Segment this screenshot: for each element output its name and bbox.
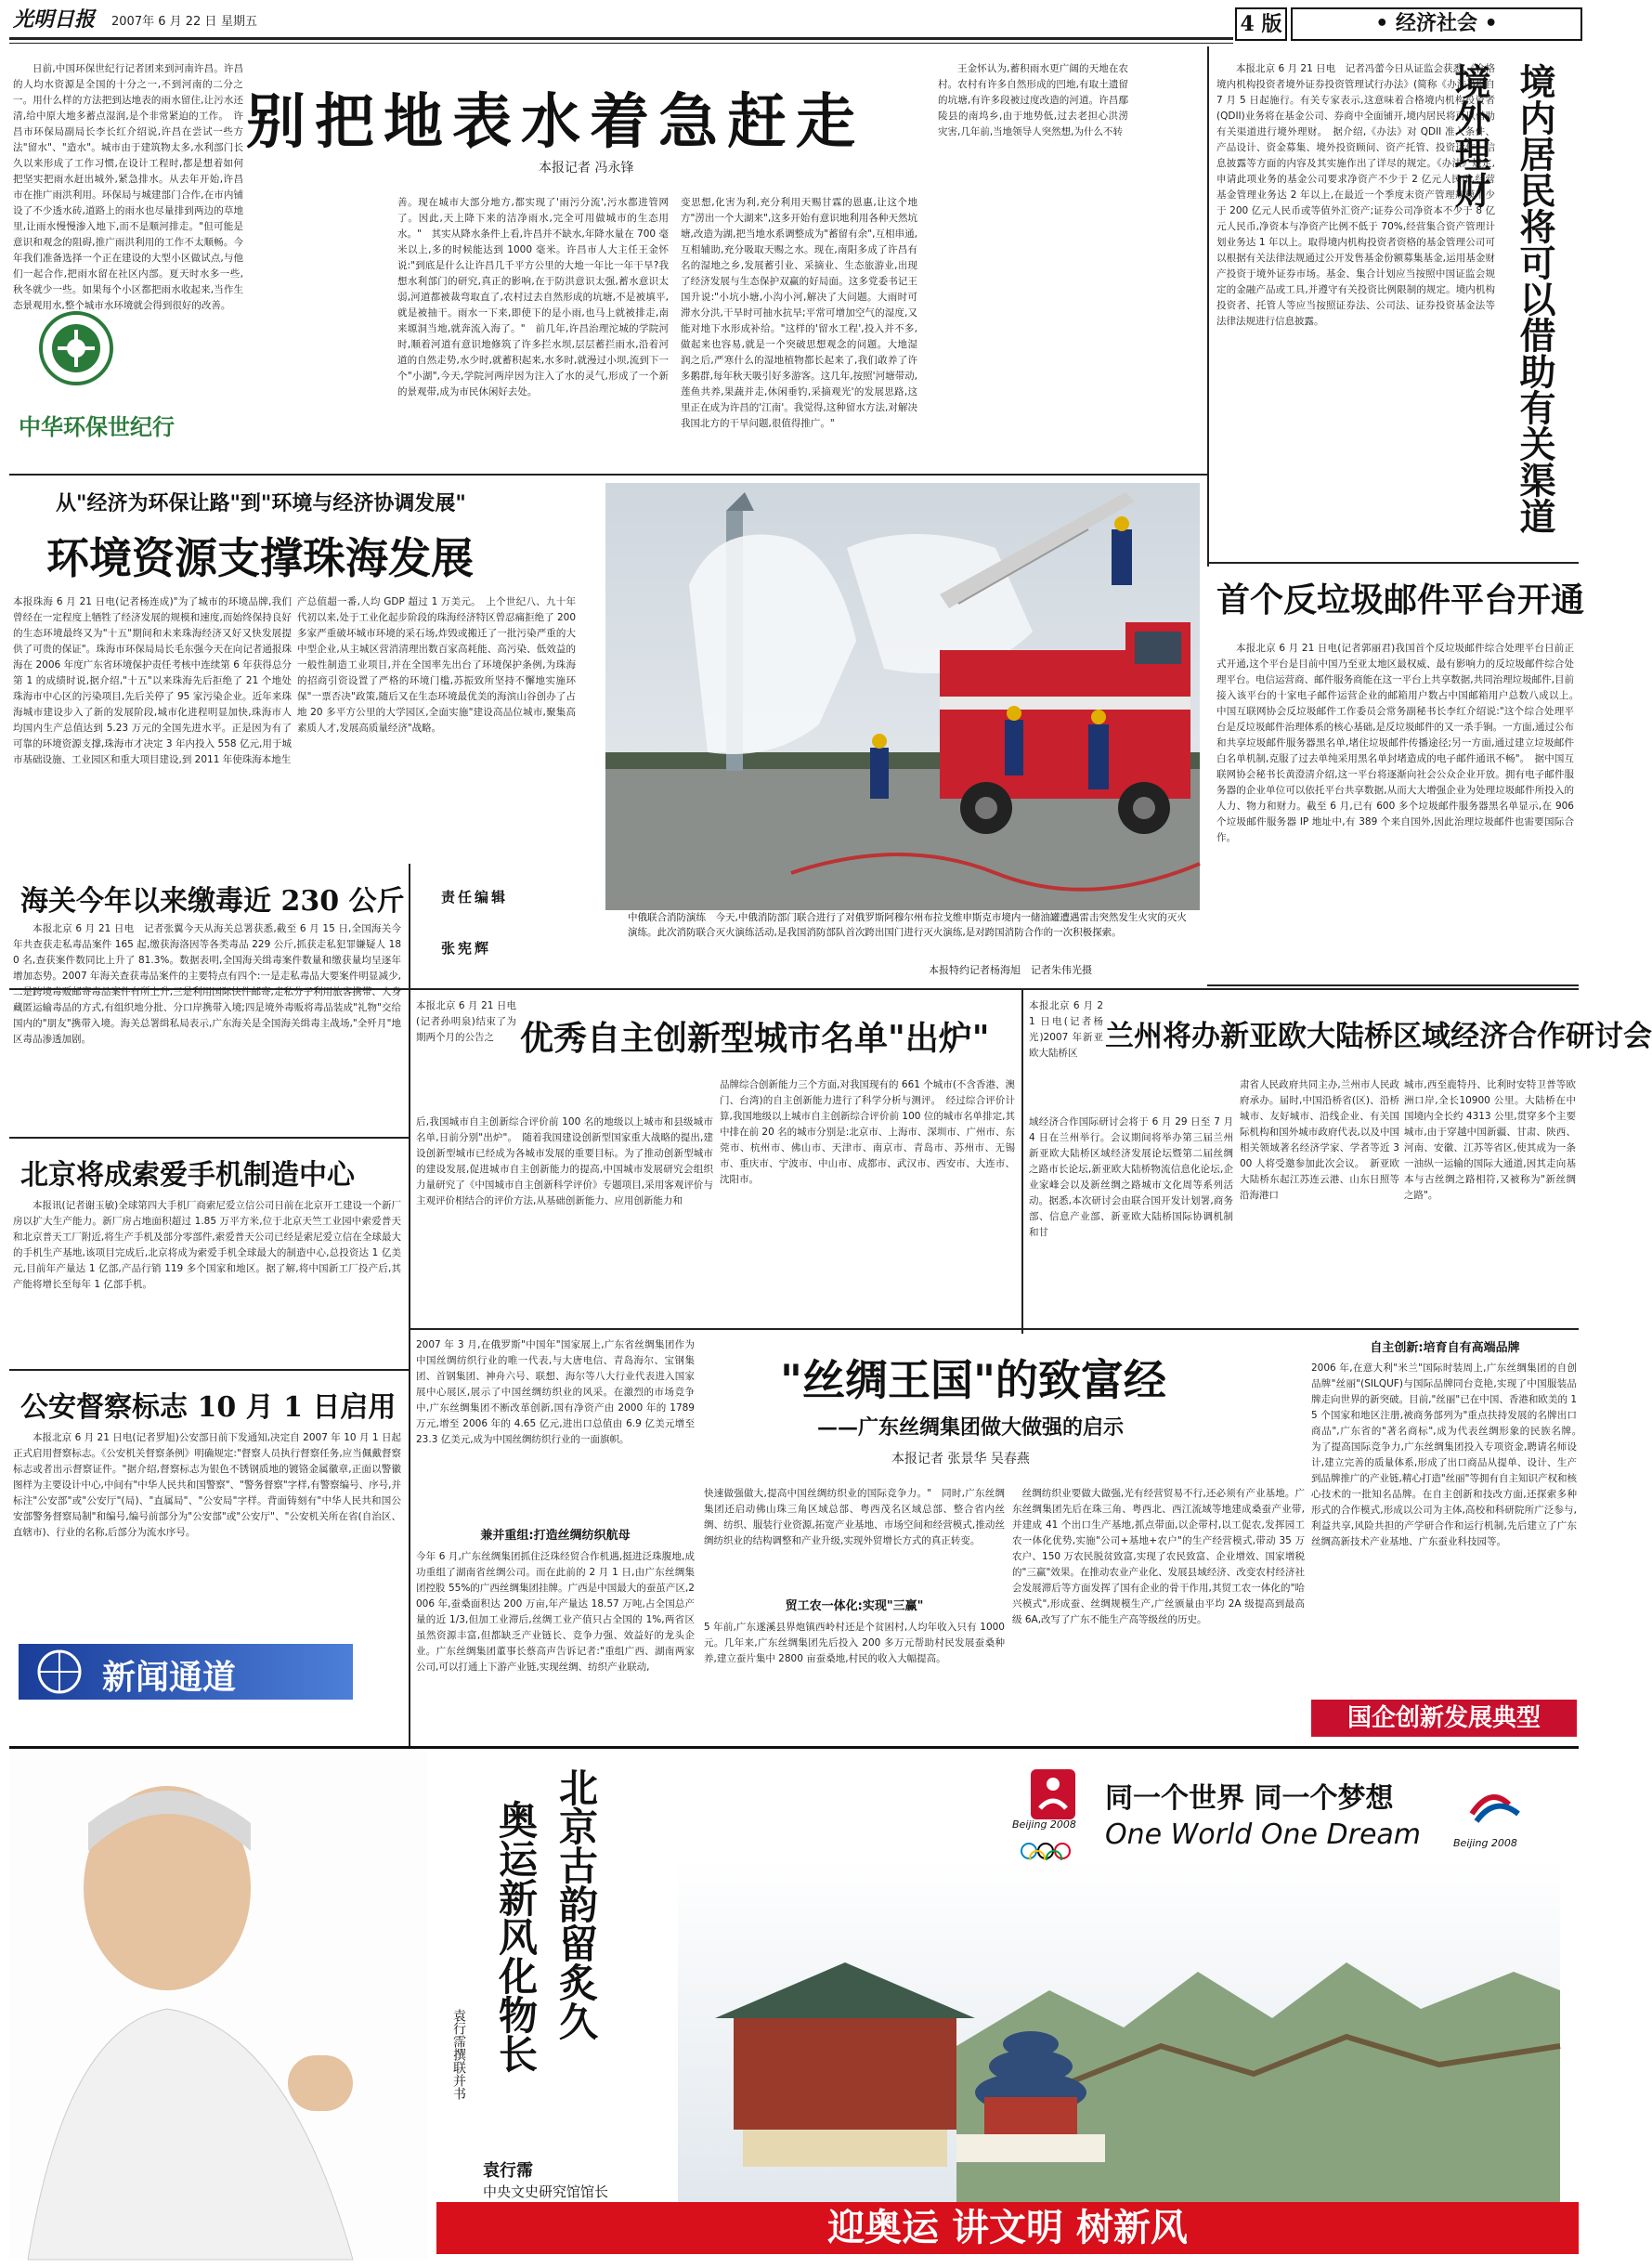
civic-slogan-banner: 迎奥运 讲文明 树新风 [436, 2202, 1579, 2254]
portrait-photo [9, 1749, 427, 2260]
zhuhai-kicker: 从"经济为环保让路"到"环境与经济协调发展" [56, 491, 466, 515]
silk-column-1: 2007 年 3 月,在俄罗斯"中国年"国家展上,广东省丝绸集团作为中国丝绸纺织行业的唯一代表,与大唐电信、青岛海尔、宝钢集团、首钢集团、神舟六号、联想、海尔等八大行业代表进入国家展中心展区,展示了中国丝绸纺织业的风采。在激烈的市场竞争中,广东丝绸集团不断改革创新,国有净资产由 2000 年的 1789 万元,增至 2006 年的 4.65 亿元,进出口总值由 6.9 亿美元增至 23.3 亿美元,成为中国丝绸纺织行业的一面旗帜。 [416, 1339, 695, 1445]
calligraphy-line-2: 奥运新风化物长 [493, 1800, 539, 2073]
calligraphy-signature: 袁行霈撰联并书 [451, 2009, 466, 2100]
police-body: 本报北京 6 月 21 日电(记者罗旭)公安部日前下发通知,决定自 2007 年 10 月 1 日起正式启用督察标志。《公安机关督察条例》明确规定:"督察人员执行督察任务,应当佩戴督察标志或者出示督察证件。"据介绍,督察标志为银色不锈钢质地的镀铬金属徽章,正面以警徽图样为主要设计中心,中间有"中华人民共和国警察"、"警务督察"字样,有警察编号、序号,并标注"公安部"或"公安厅"(局)、"直属局"、"公安局"字样。背面铸刻有"中华人民共和国公安部警务督察局制"和编号,编号前部分为"公安部"或"公安厅"、"公安机关所在省(自治区、直辖市)、行业的名称,后部分为流水序号。 [13, 1432, 401, 1538]
forex-body: 本报北京 6 月 21 日电 记者冯蕾今日从证监会获悉,《合格境内机构投资者境外证券投资管理试行办法》(简称《办法》)将自 7 月 5 日起施行。有关专家表示,这意味着合格境内机构投资者(QDII)业务将在基金公司、券商中全面铺开,境内居民将可以借助有关渠道进行境外理财。 据介绍,《办法》对 QDII 准入条件、产品设计、资金募集、境外投资顾问、资产托管、投资运作、信息披露等方面的内容及其实施作出了详尽的规定。《办法》规定,申请此项业务的基金公司要求净资产不少于 2 亿元人民币,经营基金管理业务达 2 年以上,在最近一个季度末资产管理规模不少于 200 亿元人民币或等值外汇资产;证券公司净资本不少于 8 亿元人民币,净资本与净资产比例不低于 70%,经营集合资产管理计划业务达 1 年以上。取得境内机构投资者资格的基金管理公司可以根据有关法律法规通过公开发售基金份额募集基金,运用基金财产投资于境外证券市场。基金、集合计划应当按照中国证监会规定的金融产品或工具,并遵守有关投资比例限制的规定。境内机构投资者、托管人等应当按照证券法、公司法、证券投资基金法等法律法规进行信息披露。 [1216, 63, 1495, 327]
silk-subheadline: ——广东丝绸集团做大做强的启示 [817, 1415, 1125, 1440]
lanzhou-dateline: 本报北京 6 月 21 日电(记者杨光)2007 年新亚欧大陆桥区 [1029, 1000, 1103, 1059]
silk-subhead-trade: 贸工农一体化:实现"三赢" [785, 1599, 924, 1613]
environmental-tour-title: 中华环保世纪行 [19, 413, 175, 440]
silk-subhead-brand: 自主创新:培育自有高端品牌 [1370, 1341, 1520, 1355]
innov-column-1: 后,我国城市自主创新综合评价前 100 名的地级以上城市和县级城市名单,日前分别"出炉"。 随着我国建设创新型国家重大战略的提出,建设创新型城市已经成为各城市发展的重要目标。为了推动创新型城市的建设发展,促进城市自主创新能力的提高,中国城市发展研究会组织力量研究了《中国城市自主创新科学评价》专题项目,采用客观评价与主观评价相结合的评价方法,从基础创新能力、应用创新能力和 [416, 1116, 713, 1206]
masthead-rule [9, 37, 1233, 40]
olympic-advertisement [9, 1746, 1579, 2260]
masthead-rule-thin [9, 43, 1233, 44]
slogan-chinese: 同一个世界 同一个梦想 [1105, 1782, 1394, 1815]
customs-body: 本报北京 6 月 21 日电 记者张翼今天从海关总署获悉,截至 6 月 15 日,全国海关今年共查获走私毒品案件 165 起,缴获海洛因等各类毒品 229 公斤,抓获走私犯罪嫌疑人 180 名,查获案件数同比上升了 81.3%。数据表明,全国海关缉毒案件数量和缴获量均呈逐年增加态势。2007 年海关查获毒品案件的主要特点有四个:一是走私毒品大要案件明显减少,二是跨境毒贩邮寄毒品案件有所上升,三是利用国际快件邮寄,走私分子利用旅客携带、人身藏匿运输毒品的方式,有组织地分批、分口岸携带入境;四是境外毒贩将毒品装成"礼物"交给国内的"朋友"携带入境。海关总署缉私局表示,广东海关是全国海关缉毒主战场,"全歼月"地区毒品渗透加剧。 [13, 923, 401, 1045]
innov-headline: 优秀自主创新型城市名单"出炉" [520, 1019, 990, 1058]
silk-column-2: 快速做强做大,提高中国丝绸纺织业的国际竞争力。" 同时,广东丝绸集团还启动佛山珠三角区域总部、粤西茂名区域总部、整合省内丝绸、纺织、服装行业资源,拓宽产业基地、市场空间和经营模式,推动丝绸纺织业的结构调整和产业升级,实现外贸增长方式的真正转变。 [704, 1488, 1005, 1546]
news-channel-title: 新闻通道 [102, 1659, 237, 1697]
fire-drill-photo [605, 483, 1200, 910]
calligrapher-title-1: 中央文史研究馆馆长 [483, 2183, 609, 2200]
paralympic-emblem-icon [1453, 1777, 1537, 1842]
green-emblem-icon [20, 306, 206, 418]
slogan-english: One World One Dream [1105, 1818, 1422, 1851]
forex-headline: 境内居民将可以借助有关渠道境外理财 [1449, 63, 1556, 534]
olympic-logo-text: Beijing 2008 [1012, 1818, 1076, 1831]
lanzhou-column-1: 域经济合作国际研讨会将于 6 月 29 日至 7 月 4 日在兰州举行。会议期间将举办第三届兰州新亚欧大陆桥区域经济发展论坛暨第二届丝绸之路市长论坛,新亚欧大陆桥物流信息化论坛,企业家峰会以及新丝绸之路城市文化周等系列活动。据悉,本次研讨会由联合国开发计划署,商务部、信息产业部、新亚欧大陆桥国际协调机制和甘 [1029, 1116, 1233, 1238]
issue-weekday: 星期五 [221, 15, 258, 29]
silk-column-2b: 5 年前,广东遂溪县界炮镇西岭村还是个贫困村,人均年收入只有 1000 元。几年来,广东丝绸集团先后投入 200 多万元帮助村民发展蚕桑种养,建立蚕片集中 2800 亩蚕桑地,村民的收入大幅提高。 [704, 1622, 1005, 1664]
left-brief-divider [409, 864, 410, 1802]
paralympic-logo-text: Beijing 2008 [1453, 1837, 1517, 1849]
section-name: • 经济社会 • [1291, 7, 1582, 41]
lead-column-4: 王金怀认为,蓄积雨水更广阔的天地在农村。农村有许多自然形成的凹地,有取土遗留的坑塘,有许多段被过度改造的河道。许昌鄢陵县的南坞乡,由于地势低,过去老担心洪涝灾害,几年前,当地领导人突然想,为什么不转 [938, 63, 1128, 137]
silk-column-1b: 今年 6 月,广东丝绸集团抓住泛珠经贸合作机遇,挺进泛珠腹地,成功重组了湖南省丝绸公司。而在此前的 2 月 1 日,由广东丝绸集团控股 55%的广西丝绸集团挂牌。广西是中国最大的蚕茧产区,2006 年,蚕桑面积达 200 万亩,年产量达 18.57 万吨,占全国总产量的近 1/3,但加工业滞后,丝绸工业产值只占全国的 1%,两省区虽然资源丰富,但都缺乏产业链长、竞争力强、效益好的龙头企业。广东丝绸集团董事长蔡高声告诉记者:"重组广西、湖南两家公司,可以打通上下游产业链,实现丝绸、纺织产业联动, [416, 1551, 695, 1673]
soe-innovation-banner: 国企创新发展典型 [1311, 1700, 1577, 1737]
zhuhai-column-2: 产总值超一番,人均 GDP 超过 1 万美元。 上个世纪八、九十年代初以来,处于工业化起步阶段的珠海经济特区曾忍痛拒绝了 200 多家严重破坏城市环境的采石场,炸毁或搬迁了一批污染严重的大中型企业,从主城区营消清理出数百家高耗能、高污染、低效益的一般性制造工业项目,并在全国率先出台了环境保护条例,为珠海的招商引资设置了严格的环境门槛,苏振致所坚持不懈地实施环保"一票否决"政策,随后又在生态环境最优美的海滨山谷创办了占地 20 多平方公里的大学园区,全面实施"建设高品位城市,聚集高素质人才,发展高质量经济"战略。 [297, 596, 576, 734]
zhuhai-column-1: 本报珠海 6 月 21 日电(记者杨连成)"为了城市的环境品牌,我们曾经在一定程度上牺牲了经济发展的规模和速度,而始终保持良好的生态环境最终又为"十五"期间和未来珠海经济又好又快发展提供了可贵的保证"。珠海市环保局局长毛东强今天在向记者通报珠海在 2006 年度广东省环境保护责任考核中连续第 6 年获得总分第 1 的成绩时说,据介绍,"十五"以来珠海先后拒绝了 21 个地处珠海市中心区的污染项目,先后关停了 95 家污染企业。近年来珠海城市建设步入了新的发展阶段,城市化进程明显加快,珠海市人均国内生产总值达到 5.23 万元的全国先进水平。正是因为有了可靠的环境资源支撑,珠海市才决定 3 年内投入 558 亿元,用于城市基础设施、工业园区和重大项目建设,到 2011 年使珠海本地生 [13, 596, 292, 765]
globe-icon [22, 1644, 97, 1700]
editor-label: 责任编辑 [441, 889, 509, 906]
calligrapher-name: 袁行霈 [483, 2161, 533, 2181]
beijing-olympic-emblem-icon [1012, 1766, 1096, 1868]
calligraphy-line-1: 北京古韵留炙久 [553, 1767, 599, 2040]
paper-name: 光明日报 [13, 7, 96, 32]
photo-credit: 本报特约记者杨海旭 记者朱伟光摄 [929, 964, 1092, 976]
silk-subhead-merger: 兼并重组:打造丝绸纺织航母 [480, 1529, 631, 1543]
lanzhou-column-2: 肃省人民政府共同主办,兰州市人民政府承办。届时,中国沿桥省(区)、沿桥城市、友好城市、沿线企业、有关国际机构和国外城市政府代表,以及中国相关领域著名经济学家、学者等近 300 人将受邀参加此次会议。 新亚欧大陆桥东起江苏连云港、山东日照等沿海港口 [1240, 1079, 1399, 1201]
zhuhai-headline: 环境资源支撑珠海发展 [46, 533, 474, 583]
mobile-body: 本报讯(记者谢玉敏)全球第四大手机厂商索尼爱立信公司日前在北京开工建设一个新厂房以扩大生产能力。新厂房占地面积超过 1.85 万平方米,位于北京天竺工业园中索爱普天和北京普天工厂附近,将生产手机及部分零部件,索爱普天公司已经是索尼爱立信在全球最大的手机生产基地,该项目完成后,北京将成为索爱手机全球最大的制造中心,总投资达 1 亿美元,目前年产量达 1 亿部,产品行销 119 多个国家和地区。据了解,将中国新工厂投产后,其产能将增长至每年 1 亿部手机。 [13, 1200, 401, 1290]
silk-column-3: 丝绸纺织业要做大做强,光有经营贸易不行,还必须有产业基地。广东丝绸集团先后在珠三角、粤西北、西江流域等地建成桑蚕产业带,并建成 41 个出口生产基地,抓点带面,以企带村,以工促农,发挥园工农一体化优势,实施"公司+基地+农户"的生产经营模式,带动 35 万农户、150 万农民脱贫致富,实现了农民致富、企业增效、国家增税的"三赢"效果。在推动农业产业化、发展县域经济、改变农村经济社会发展滞后等方面发挥了国有企业的骨干作用,其贸工农一体化的"哈兴模式",形成蚕、丝绸规模生产,广丝颁量由平均 2A 级提高到最高级 6A,改写了广东不能生产高等级丝的历史。 [1012, 1488, 1305, 1625]
lead-column-3: 变思想,化害为利,充分利用天赐甘霖的恩惠,让这个地方"涝出一个大湖来",这多开始有意识地利用各种天然坑塘,改造为湖,把当地水系调整成为"蓄留有余",互相串通,互相辅助,充分吸取天赐之水。现在,南阳多成了许昌有名的湿地之乡,发展蓄引业、采摘业、生态旅游业,出现了经济发展与生态保护双赢的好局面。这多党委书记王国升说:"小坑小塘,小沟小河,解决了大问题。大雨时可滞水分洪,干旱时可抽水抗旱;平常可增加空气的湿度,又能对地下水形成补给。"这样的'留水工程',投入并不多,做起来也容易,就是一个突破思想观念的问题。大地湿润之后,严寒什么的湿地植物都长起来了,我们敢养了许多鹅群,每年秋天吸引好多游客。这几年,按照'河塘带动,莲鱼共养,果蔬并走,休闲垂钓,采摘观光'的发展思路,这里正在成为许昌的'江南'。我觉得,这种留水方法,对解决我国北方的干旱问题,很值得推广。" [681, 197, 917, 429]
lanzhou-headline: 兰州将办新亚欧大陆桥区域经济合作研讨会 [1105, 1020, 1652, 1053]
editor-name: 张宪辉 [441, 940, 492, 957]
customs-bottom-rule [9, 1137, 409, 1139]
spam-headline: 首个反垃圾邮件平台开通 [1216, 580, 1585, 619]
photo-caption: 中俄联合消防演练 今天,中俄消防部门联合进行了对俄罗斯阿穆尔州布拉戈维申斯克市境内一储油罐遭遇雷击突然发生火灾的灭火演练。此次消防联合灭火演练活动,是我国消防部队首次跨出国门进行灭火演练,是对跨国消防合作的一次积极探索。 [628, 912, 1187, 938]
silk-byline: 本报记者 张景华 吴春燕 [891, 1452, 1030, 1466]
right-column-rule [1207, 46, 1209, 567]
mobile-headline: 北京将成索爱手机制造中心 [20, 1159, 355, 1192]
lead-column-2: 善。现在城市大部分地方,都实现了'雨污分流',污水都进管网了。因此,天上降下来的洁净雨水,完全可用做城市的生态用水。" 其实从降水条件上看,许昌并不缺水,年降水量在 700 毫米以上,多的时候能达到 1000 毫米。许昌市人大主任王金怀说:"到底是什么让许昌几千平方公里的大地一年比一年干旱?我想水利部门的研究,真正的影响,在于防洪意识太强,蓄水意识太弱,河道都被裁弯取直了,农村过去自然形成的坑塘,不是被填平,就是被抽干。雨水一下来,即使下的是小雨,也马上就被排走,南来塬洞当地,就奔流入海了。" 前几年,许昌治理沱城的学院河时,顺着河道有意识地修筑了许多拦水坝,层层蓄拦雨水,沿着河道的自然走势,水少时,就蓄积起来,水多时,就漫过小坝,流到下一个"小湖",今天,学院河两岸因为注入了水的灵气,形成了一个新的景观带,成为市民休闲好去处。 [397, 197, 669, 398]
silk-right-column: 2006 年,在意大利"米兰"国际时装周上,广东丝绸集团的自创品牌"丝丽"(SILQUF)与国际品牌同台竞艳,实现了中国服装品牌走向世界的新突破。目前,"丝丽"已在中国、香港和欧美的 15 个国家和地区注册,被商务部列为"重点扶持发展的名牌出口商品",广东省的"著名商标",成为代表丝绸形象的民族名牌。 为了提高国际竞争力,广东丝绸集团投入专项资金,聘请名师设计,建立完善的质量体系,形成了出口商品从提单、设计、生产到品牌推广的产业链,精心打造"丝丽"等拥有自主知识产权和核心技术的一批知名品牌。在自主创新和技改方面,还探索多种形式的合作模式,形成以公司为主体,高校和科研院所广泛参与,利益共享,风险共担的产学研合作和运行机制,先后建立了广东丝绸高新技术产业基地、广东蚕业科技园等。 [1311, 1362, 1587, 1547]
lead-byline: 本报记者 冯永锋 [539, 161, 634, 176]
police-headline: 公安督察标志 10 月 1 日启用 [20, 1391, 397, 1424]
page-number-box: 4 版 [1235, 7, 1287, 41]
mobile-bottom-rule [9, 1369, 409, 1371]
lead-column-1: 日前,中国环保世纪行记者团来到河南许昌。许昌的人均水资源是全国的十分之一,不到河南的二分之一。用什么样的方法把到达地表的雨水留住,让污水还清,给中原大地多蓄点湿润,是个非常紧迫的工作。 许昌市环保局副局长李长红介绍说,许昌在尝试一些方法"留水"、"造水"。城市由于建筑物太多,水利部门长久以来形成了工作习惯,在设计工程时,都是想着如何把坚实把雨水赶出城外,紧急排水。从去年开始,许昌市在推广雨洪利用。环保局与城建部门合作,在市内铺设了不少透水砖,道路上的雨水也尽量排到两边的草地里,让雨水慢慢渗入地下,而不是顺河排走。"但可能是意识和观念的阻碍,推广雨洪利用的工作不太顺畅。今年我们准备选择一个正在建设的大型小区做试点,与他们一起合作,把雨水留在社区内部。夏天时水多一些,秋冬就少一些。如果每个小区都把雨水收起来,当作生态景观用水,整个城市水环境就会得到很好的改善。 [13, 63, 243, 311]
spam-bottom-rule [1207, 984, 1579, 986]
lead-bottom-rule [9, 474, 1207, 476]
lanzhou-divider [1021, 990, 1023, 1334]
beijing-landmarks-collage [678, 1860, 1560, 2222]
silk-headline: "丝绸王国"的致富经 [780, 1355, 1166, 1405]
silk-top-rule [409, 1328, 1579, 1330]
lead-headline: 别把地表水着急赶走 [246, 87, 865, 157]
innov-column-2: 品牌综合创新能力三个方面,对我国现有的 661 个城市(不含香港、澳门、台湾)的自主创新能力进行了科学分析与测评。 经过综合评价计算,我国地级以上城市自主创新综合评价前 100 位的城市名单排定,其中排在前 20 名的城市分别是:北京市、上海市、深圳市、广州市、东莞市、杭州市、佛山市、天津市、南京市、青岛市、苏州市、无锡市、重庆市、宁波市、中山市、成都市、武汉市、西安市、大连市、沈阳市。 [720, 1079, 1015, 1185]
forex-bottom-rule [1207, 562, 1579, 564]
issue-date: 2007年 6 月 22 日 [111, 15, 217, 29]
news-channel-banner [19, 1644, 353, 1700]
lanzhou-column-3: 城市,西至鹿特丹、比利时安特卫普等欧洲口岸,全长10900 公里。大陆桥在中国境内全长约 4313 公里,贯穿多个主要城市,由于穿越中国新疆、甘肃、陕西、河南、安徽、江苏等省区,使其成为一条一油纵一运输的国际大通道,因其走向基本与古丝绸之路相符,又被称为"新丝绸之路"。 [1404, 1079, 1576, 1201]
innov-dateline: 本报北京 6 月 21 日电(记者孙明泉)结束了为期两个月的公告之 [416, 1000, 516, 1043]
environmental-tour-logo [20, 306, 206, 418]
spam-body: 本报北京 6 月 21 日电(记者郭丽君)我国首个反垃圾邮件综合处理平台日前正式开通,这个平台是目前中国乃至亚太地区最权威、最有影响力的反垃圾邮件综合处理平台。电信运营商、邮件服务商能在这一平台上共享数据,共同治理垃圾邮件,目前接入该平台的十家电子邮件运营企业的邮箱用户数占中国邮箱用户总数八成以上。 中国互联网协会反垃圾邮件工作委员会常务副秘书长李红介绍说:"这个综合处理平台是反垃圾邮件治理体系的核心基础,是反垃圾邮件的又一杀手锏。一方面,通过公布和共享垃圾邮件服务器黑名单,堵住垃圾邮件传播途径;另一方面,通过建立垃圾邮件白名单机制,克服了过去单纯采用黑名单封堵造成的电子邮件通讯不畅"。 据中国互联网协会秘书长黄澄清介绍,这一平台将逐渐向社会公众企业开放。拥有电子邮件服务器的企业单位可以依托平台共享数据,从而大大增强企业为处理垃圾邮件所投入的人力、物力和财力。截至 6 月,已有 600 多个垃圾邮件服务器黑名单显示,在 906 个垃圾邮件服务器 IP 地址中,有 389 个来自国外,因此治理垃圾邮件也需要国际合作。 [1216, 643, 1584, 843]
customs-headline: 海关今年以来缴毒近 230 公斤 [20, 885, 405, 918]
